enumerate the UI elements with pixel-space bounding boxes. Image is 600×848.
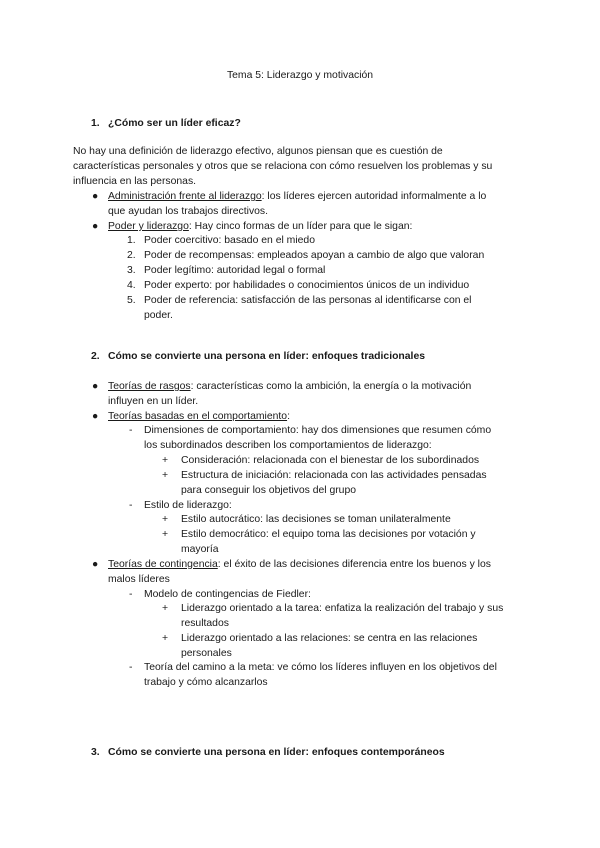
path-goal-theory-line-2: trabajo y cómo alcanzarlos — [144, 677, 268, 688]
term-trait-theories: Teorías de rasgos — [108, 381, 191, 392]
section-2-number: 2. — [91, 351, 100, 362]
term-power-leadership: Poder y liderazgo — [108, 221, 189, 232]
fiedler-item-line-2: personales — [181, 648, 232, 659]
fiedler-item: Liderazgo orientado a las relaciones: se centra en las relaciones — [181, 633, 478, 644]
section-1-number: 1. — [91, 118, 100, 129]
fiedler-model: Modelo de contingencias de Fiedler: — [144, 589, 311, 600]
plus-marker: + — [162, 470, 169, 481]
power-item-line-2: poder. — [144, 310, 173, 321]
power-item: Poder de recompensas: empleados apoyan a cambio de algo que valoran — [144, 250, 485, 261]
power-leadership-text: : Hay cinco formas de un líder para que le sigan: — [188, 221, 413, 232]
power-item: Poder de referencia: satisfacción de las personas al identificarse con el — [144, 295, 472, 306]
bullet-power-leadership — [108, 220, 412, 235]
fiedler-item-line-2: resultados — [181, 618, 229, 629]
bullet-contingency-theories — [108, 558, 491, 573]
plus-marker: + — [162, 455, 169, 466]
dash-marker: - — [129, 662, 133, 673]
bullet-trait-theories — [108, 380, 471, 395]
contingency-theories-line-2: malos líderes — [108, 574, 170, 585]
bullet-dot: ● — [92, 411, 99, 422]
dimension-item: Estructura de iniciación: relacionada con las actividades pensadas — [181, 470, 487, 481]
style-item: Estilo democrático: el equipo toma las decisiones por votación y — [181, 529, 476, 540]
contingency-theories-text: : el éxito de las decisiones diferencia entre los buenos y los — [217, 559, 491, 570]
trait-theories-text: : características como la ambición, la energía o la motivación — [190, 381, 472, 392]
power-item-number: 2. — [127, 250, 136, 261]
path-goal-theory: Teoría del camino a la meta: ve cómo los líderes influyen en los objetivos del — [144, 662, 497, 673]
behavior-theories-text: : — [287, 411, 290, 422]
admin-leadership-text: : los líderes ejercen autoridad informalmente a lo — [261, 191, 487, 202]
trait-theories-line-2: influyen en un líder. — [108, 396, 199, 407]
document-title: Tema 5: Liderazgo y motivación — [226, 70, 374, 81]
bullet-dot: ● — [92, 221, 99, 232]
section-2-heading: Cómo se convierte una persona en líder: enfoques tradicionales — [108, 351, 425, 362]
bullet-dot: ● — [92, 559, 99, 570]
section-3-heading: Cómo se convierte una persona en líder: enfoques contemporáneos — [108, 747, 445, 758]
power-item-number: 1. — [127, 235, 136, 246]
plus-marker: + — [162, 633, 169, 644]
intro-line-3: influencia en las personas. — [73, 176, 197, 187]
leadership-style: Estilo de liderazgo: — [144, 500, 232, 511]
dash-marker: - — [129, 589, 133, 600]
section-3-number: 3. — [91, 747, 100, 758]
term-contingency-theories: Teorías de contingencia — [108, 559, 218, 570]
bullet-behavior-theories — [108, 410, 290, 425]
plus-marker: + — [162, 603, 169, 614]
intro-line-2: características personales y otros que se relaciona con cómo resuelven los problemas y su — [73, 161, 493, 172]
power-item: Poder legítimo: autoridad legal o formal — [144, 265, 326, 276]
section-1-heading: ¿Cómo ser un líder eficaz? — [108, 118, 241, 129]
power-item-number: 4. — [127, 280, 136, 291]
dash-marker: - — [129, 500, 133, 511]
power-item: Poder experto: por habilidades o conocimientos únicos de un individuo — [144, 280, 470, 291]
intro-line-1: No hay una definición de liderazgo efectivo, algunos piensan que es cuestión de — [73, 146, 443, 157]
admin-leadership-line-2: que ayudan los trabajos directivos. — [108, 206, 268, 217]
power-item-number: 5. — [127, 295, 136, 306]
fiedler-item: Liderazgo orientado a la tarea: enfatiza la realización del trabajo y sus — [181, 603, 504, 614]
bullet-dot: ● — [92, 381, 99, 392]
bullet-dot: ● — [92, 191, 99, 202]
plus-marker: + — [162, 514, 169, 525]
style-item: Estilo autocrático: las decisiones se toman unilateralmente — [181, 514, 451, 525]
dash-marker: - — [129, 425, 133, 436]
power-item-number: 3. — [127, 265, 136, 276]
power-item: Poder coercitivo: basado en el miedo — [144, 235, 315, 246]
bullet-admin-leadership — [108, 190, 486, 205]
plus-marker: + — [162, 529, 169, 540]
behavior-dimensions: Dimensiones de comportamiento: hay dos dimensiones que resumen cómo — [144, 425, 492, 436]
behavior-dimensions-line-2: los subordinados describen los comportamientos de liderazgo: — [144, 440, 432, 451]
dimension-item: Consideración: relacionada con el bienestar de los subordinados — [181, 455, 480, 466]
term-admin-leadership: Administración frente al liderazgo — [108, 191, 262, 202]
style-item-line-2: mayoría — [181, 544, 219, 555]
dimension-item-line-2: para conseguir los objetivos del grupo — [181, 485, 357, 496]
term-behavior-theories: Teorías basadas en el comportamiento — [108, 411, 288, 422]
